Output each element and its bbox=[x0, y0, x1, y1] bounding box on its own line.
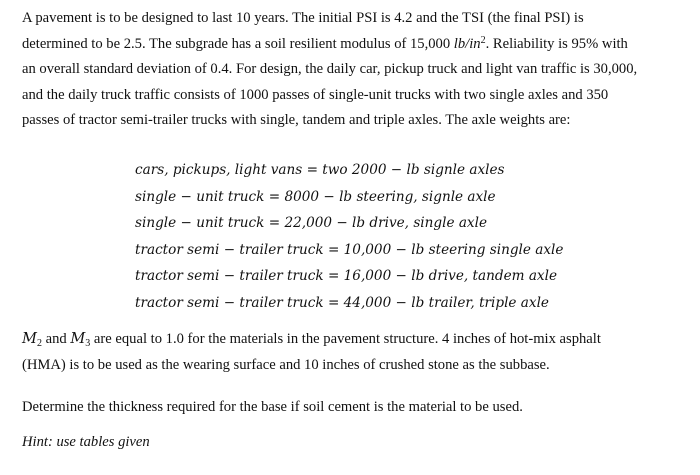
m3-subscript: 3 bbox=[85, 338, 91, 349]
axle-weight-single-unit-drive: single − unit truck = 22,000 − lb drive, single axle bbox=[135, 215, 487, 232]
hint-text: Hint: use tables given bbox=[22, 434, 150, 450]
materials-paragraph bbox=[22, 326, 682, 378]
materials-line-1 bbox=[22, 326, 682, 353]
intro-line-1: A pavement is to be designed to last 10 years. The initial PSI is 4.2 and the TSI (the final PSI) is bbox=[22, 10, 584, 26]
intro-line-5: passes of tractor semi-trailer trucks with single, tandem and triple axles. The axle weights are: bbox=[22, 112, 571, 129]
intro-line-2 bbox=[22, 32, 682, 58]
determine-statement: Determine the thickness required for the base if soil cement is the material to be used. bbox=[22, 399, 523, 415]
intro-line-4: and the daily truck traffic consists of 1000 passes of single-unit trucks with two single axles and 350 bbox=[22, 86, 609, 103]
axle-weight-single-unit-steering: single − unit truck = 8000 − lb steering, signle axle bbox=[135, 188, 496, 205]
axle-weight-semi-trailer-triple: tractor semi − trailer truck = 44,000 − lb trailer, triple axle bbox=[135, 294, 549, 311]
m2-symbol: M bbox=[22, 330, 37, 347]
resilient-modulus-unit: lb/in bbox=[453, 35, 481, 52]
axle-weight-semi-drive-tandem: tractor semi − trailer truck = 16,000 − lb drive, tandem axle bbox=[135, 268, 557, 285]
axle-weight-cars: cars, pickups, light vans = two 2000 − lb signle axles bbox=[135, 162, 505, 178]
unit-exponent: 2 bbox=[480, 34, 486, 46]
materials-line-2: (HMA) is to be used as the wearing surface and 10 inches of crushed stone as the subbase. bbox=[22, 356, 550, 373]
m3-symbol: M bbox=[70, 330, 86, 347]
axle-weights-list bbox=[135, 157, 675, 317]
problem-intro-paragraph bbox=[22, 6, 682, 134]
intro-line-3: an overall standard deviation of 0.4. For design, the daily car, pickup truck and light van traffic is 30,000, bbox=[22, 61, 638, 78]
materials-line-1-rest: are equal to 1.0 for the materials in the pavement structure. 4 inches of hot-mix asphalt bbox=[90, 331, 601, 347]
intro-line-2-text-a: determined to be 2.5. The subgrade has a soil resilient modulus of 15,000 bbox=[22, 35, 454, 52]
materials-and: and bbox=[41, 331, 71, 347]
m2-subscript: 2 bbox=[36, 338, 42, 349]
axle-weight-semi-steering: tractor semi − trailer truck = 10,000 − lb steering single axle bbox=[135, 241, 564, 258]
intro-line-2-text-b: . Reliability is 95% with bbox=[485, 35, 628, 52]
